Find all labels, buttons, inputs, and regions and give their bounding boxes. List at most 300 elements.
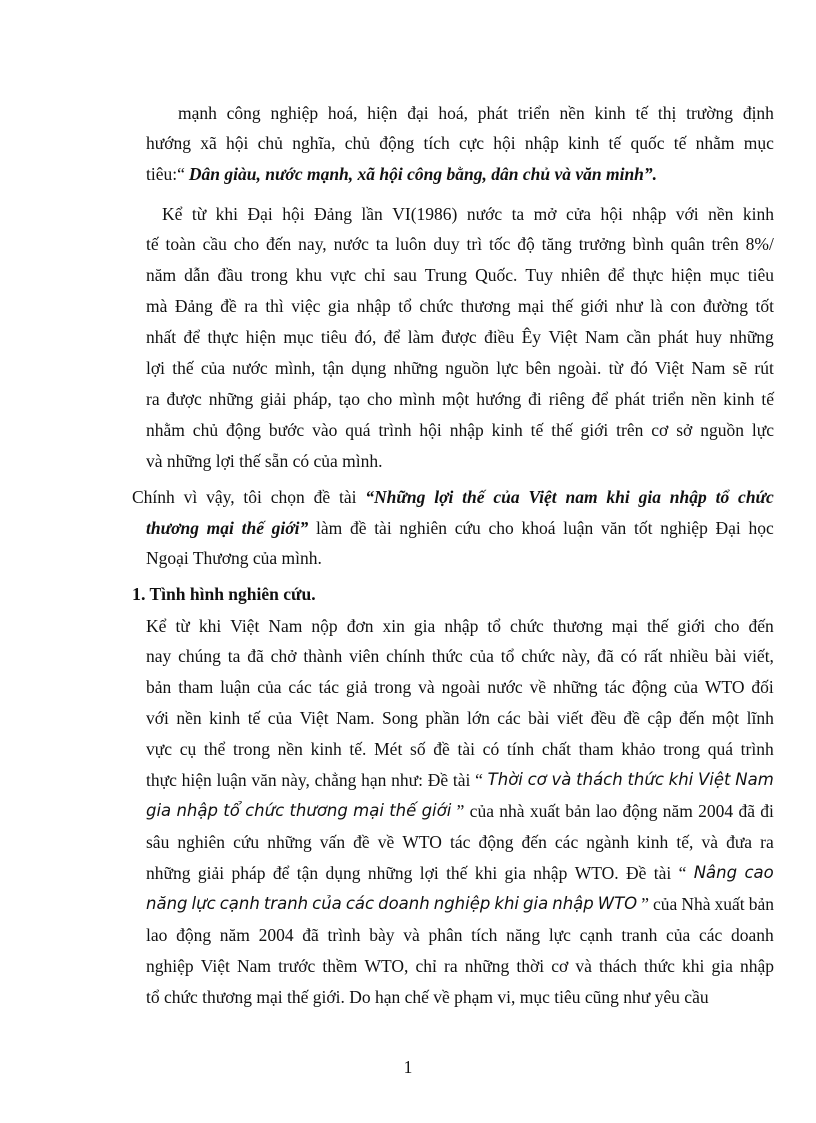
word: gia (523, 894, 549, 913)
word: đi (528, 389, 542, 409)
word: tiêu (320, 327, 348, 347)
word: doanh (731, 925, 774, 945)
word: tốt (634, 518, 653, 538)
word: những (146, 863, 191, 883)
word: cho (366, 389, 393, 409)
word: khi (198, 616, 222, 636)
word: mại (206, 518, 234, 538)
word: quốc (630, 133, 665, 153)
word: để (591, 389, 609, 409)
word: thực (632, 265, 664, 285)
word: nền (708, 204, 734, 224)
word: tốt (755, 296, 774, 316)
word: đã (738, 801, 755, 821)
word: ra (244, 296, 258, 316)
word: hội (226, 133, 249, 153)
text-run: tiêu:“ (146, 164, 185, 184)
word: giới (421, 801, 452, 820)
word: đề (313, 487, 331, 507)
word: chúng (178, 646, 221, 666)
word: trên (711, 234, 739, 254)
word: tác (318, 677, 340, 697)
word: hiện (245, 327, 276, 347)
word: thế (551, 296, 574, 316)
word: nền (691, 389, 717, 409)
word: đầu (217, 265, 243, 285)
word: đã (302, 925, 319, 945)
word: cạnh (219, 894, 260, 913)
word: Nam (691, 358, 726, 378)
word: hội (282, 204, 305, 224)
word: động (176, 925, 212, 945)
word: WTO, (364, 956, 409, 976)
word: hiện (181, 770, 212, 790)
word: luận (563, 518, 594, 538)
word: cầu (202, 234, 227, 254)
word: cập (647, 708, 672, 728)
word: tài (457, 739, 475, 759)
text-line (146, 547, 322, 569)
word: của (673, 677, 699, 697)
word: chủ (344, 133, 370, 153)
word: quân (670, 234, 705, 254)
word: phần (425, 708, 460, 728)
word: nam (565, 487, 598, 507)
word: gia (327, 296, 350, 316)
word: khoá (521, 518, 556, 538)
word: Việt (200, 956, 230, 976)
word: Việt (698, 770, 731, 789)
word: nước (333, 234, 369, 254)
word: vực (146, 739, 173, 759)
text-run: và những lợi thế sẵn có của mình. (146, 451, 383, 471)
word: hoá, (438, 103, 468, 123)
word: cửa (565, 204, 592, 224)
word: thực (207, 327, 239, 347)
word: cạnh (579, 925, 613, 945)
word: trên (616, 420, 644, 440)
word: khi (668, 770, 694, 789)
word: từ (191, 204, 207, 224)
word: thương (146, 518, 199, 538)
word: hướng (146, 133, 191, 153)
word: năm (662, 801, 693, 821)
word: năng (146, 894, 188, 913)
word: tế (673, 133, 687, 153)
word: tận (322, 358, 344, 378)
word: những (393, 358, 438, 378)
word: triển (517, 103, 550, 123)
word: được (441, 327, 477, 347)
word: WTO (704, 677, 745, 697)
text-line (162, 203, 774, 225)
word: bài (528, 708, 550, 728)
word: đến (748, 616, 774, 636)
word: hội (493, 133, 516, 153)
word: chức (521, 646, 555, 666)
word: vực (330, 265, 357, 285)
word: năng (506, 925, 541, 945)
word: nền (277, 739, 303, 759)
word: tham (578, 739, 614, 759)
word: đến (521, 832, 547, 852)
word: hướng (476, 389, 522, 409)
word: con (670, 296, 696, 316)
word: của (493, 487, 520, 507)
word: có (482, 739, 500, 759)
word: VI(1986) (392, 204, 458, 224)
section-heading (132, 583, 316, 605)
word: văn (251, 770, 277, 790)
word: trước (278, 956, 316, 976)
word: thị (657, 103, 677, 123)
word: nhập (533, 863, 568, 883)
word: chẳng (314, 770, 357, 790)
word: tích (471, 925, 498, 945)
word: quá (345, 420, 371, 440)
word: mở (533, 204, 557, 224)
word: điều (484, 327, 515, 347)
word: nhập (632, 204, 667, 224)
word: được (166, 389, 202, 409)
word: thế (462, 487, 485, 507)
word: như: (391, 770, 424, 790)
text-line (132, 486, 774, 508)
word: sở (676, 420, 693, 440)
page-number: 1 (403, 1057, 413, 1077)
text-line (146, 862, 774, 884)
word: động (631, 677, 667, 697)
word: những (267, 832, 312, 852)
word: độ (517, 234, 535, 254)
word: luận (220, 677, 251, 697)
word: nghĩa, (292, 133, 336, 153)
word: tiêu (747, 265, 774, 285)
word: tác (449, 832, 471, 852)
text-line (146, 233, 774, 255)
word: 8%/ (745, 234, 774, 254)
word: nộp (311, 616, 338, 636)
word: những (553, 677, 598, 697)
word: Quốc. (475, 265, 518, 285)
word: Thời (487, 770, 523, 789)
word: nhà (499, 801, 525, 821)
word: với (675, 204, 699, 224)
word: thách (576, 770, 623, 789)
word: Trung (424, 265, 468, 285)
word: nghiên (399, 518, 448, 538)
word: chọn (270, 487, 305, 507)
word: giới” (271, 518, 309, 538)
text-line (146, 419, 774, 441)
word: tài (653, 863, 672, 883)
word: nền (176, 708, 202, 728)
word: lực (751, 420, 774, 440)
word: triển (652, 389, 685, 409)
word: nhập (669, 487, 707, 507)
word: trì (466, 234, 483, 254)
word: của (312, 894, 342, 913)
word: Đảng (174, 296, 213, 316)
word: lực (548, 925, 571, 945)
word: nhằm (146, 420, 185, 440)
word: WTO (597, 894, 638, 913)
word: nghiên (177, 832, 226, 852)
word: WTO. (574, 863, 619, 883)
word: và (551, 770, 572, 789)
word: “Những (365, 487, 426, 507)
word: chất (541, 739, 571, 759)
word: Nam (584, 327, 619, 347)
word: pháp (231, 863, 266, 883)
word: cần (626, 327, 651, 347)
word: đề (433, 739, 450, 759)
word: trong (233, 739, 270, 759)
word: cho (488, 518, 514, 538)
word: một (442, 389, 470, 409)
word: thế (389, 801, 417, 820)
word: toàn (165, 234, 196, 254)
word: Nhà (681, 894, 711, 914)
word: tính (506, 739, 535, 759)
word: nguồn (700, 420, 744, 440)
word: Nâng (693, 863, 738, 882)
word: hội (419, 420, 442, 440)
text-line (146, 769, 774, 791)
word: doanh (378, 894, 430, 913)
word: thành (303, 646, 343, 666)
text-line (146, 707, 774, 729)
word: Nam (268, 616, 303, 636)
word: Kể (146, 616, 167, 636)
word: thức (644, 956, 675, 976)
word: 2004 (258, 925, 294, 945)
word: huy (695, 327, 722, 347)
word: các (497, 708, 521, 728)
word: tài (452, 770, 471, 790)
word: từ (175, 616, 190, 636)
text-line (178, 102, 774, 124)
word: văn (601, 518, 627, 538)
word: thì (265, 296, 284, 316)
word: tôi (243, 487, 262, 507)
word: Êy (521, 327, 542, 347)
word: chỉ (415, 956, 437, 976)
word: nghiệp (660, 518, 708, 538)
word: ta (375, 234, 389, 254)
word: trong (250, 265, 288, 285)
word: chức (245, 801, 285, 820)
word: bước (268, 420, 305, 440)
word: nhập (356, 296, 391, 316)
word: giải (260, 389, 287, 409)
word: 2004 (698, 801, 734, 821)
word: nước (466, 204, 503, 224)
word: nền (559, 103, 585, 123)
word: gia (146, 801, 172, 820)
word: hoá, (327, 103, 358, 123)
word: giới (580, 420, 609, 440)
word: sẽ (732, 358, 748, 378)
word: tham (178, 677, 214, 697)
word: đến (265, 234, 292, 254)
word: tế (146, 234, 159, 254)
word: vậy, (206, 487, 235, 507)
word: Việt (548, 327, 578, 347)
word: cứu (233, 832, 260, 852)
word: phân (428, 925, 463, 945)
word: một (711, 708, 740, 728)
word: xuất (529, 801, 560, 821)
word: dẫn (184, 265, 210, 285)
word: bản (146, 677, 172, 697)
word: cứu (454, 518, 481, 538)
word: động (225, 420, 261, 440)
word: đó, (354, 327, 377, 347)
word: nghiệp (433, 894, 491, 913)
word: đơn (346, 616, 374, 636)
word: đã (247, 646, 264, 666)
text-line (146, 450, 382, 472)
text-line (146, 517, 774, 539)
word: kinh (310, 739, 342, 759)
word: xin (382, 616, 405, 636)
word: các (288, 677, 312, 697)
word: lực (496, 358, 519, 378)
word: nhiên (561, 265, 600, 285)
text-line (146, 676, 774, 698)
word: khi (681, 956, 705, 976)
word: cho (233, 234, 260, 254)
word: thế (647, 616, 669, 636)
word: gia (413, 616, 436, 636)
word: rút (754, 358, 774, 378)
word: trình (740, 739, 774, 759)
word: chủ (192, 420, 219, 440)
word: nghiệp (146, 956, 194, 976)
word: lợi (434, 487, 454, 507)
word: kinh (637, 832, 669, 852)
word: nhập (552, 894, 594, 913)
word: bên (525, 358, 551, 378)
word: có (620, 646, 638, 666)
word: bản (565, 801, 591, 821)
word: những (208, 389, 254, 409)
word: dụng (325, 863, 361, 883)
word: luận (216, 770, 247, 790)
word: đề (220, 296, 237, 316)
word: “ (475, 770, 483, 790)
word: phát (615, 389, 646, 409)
word: mạnh (178, 103, 217, 123)
word: vào (312, 420, 338, 440)
word: đề (353, 832, 370, 852)
word: của (469, 646, 494, 666)
word: động (379, 133, 415, 153)
word: đề (349, 518, 367, 538)
word: thời (516, 956, 545, 976)
word: tế (635, 103, 649, 123)
word: số (410, 739, 426, 759)
word: để (183, 327, 201, 347)
word: lực (191, 894, 216, 913)
word: năm (219, 925, 250, 945)
word: của (469, 801, 494, 821)
text-line (146, 264, 774, 286)
word: chủ (257, 133, 283, 153)
word: các (554, 832, 579, 852)
word: thực (146, 770, 177, 790)
word: bày (369, 925, 395, 945)
word: tế (761, 389, 774, 409)
word: hiện (367, 103, 398, 123)
word: những (729, 327, 774, 347)
word: Đại (715, 518, 741, 538)
word: của (666, 925, 691, 945)
word: khi (606, 487, 630, 507)
word: tranh (621, 925, 658, 945)
word: viết (556, 708, 584, 728)
word: hạn (361, 770, 387, 790)
text-line (146, 163, 657, 185)
word: tốc (488, 234, 511, 254)
word: động (622, 801, 658, 821)
word: ” (456, 801, 465, 821)
word: giải (197, 863, 225, 883)
word: nay, (298, 234, 327, 254)
word: trình (327, 925, 361, 945)
word: chức (738, 487, 774, 507)
word: cực (458, 133, 485, 153)
word: công (226, 103, 261, 123)
word: gia (638, 487, 661, 507)
word: về (377, 832, 395, 852)
word: nhập (176, 801, 218, 820)
word: tận (296, 863, 319, 883)
word: nhập (444, 616, 479, 636)
word: mục (283, 327, 314, 347)
word: chức (510, 616, 544, 636)
word: tài (338, 487, 357, 507)
word: và (403, 925, 420, 945)
word: xã (200, 133, 217, 153)
word: Nam (735, 770, 774, 789)
word: động (478, 832, 514, 852)
word: tế, (676, 832, 694, 852)
word: với (146, 708, 169, 728)
word: giới (580, 296, 609, 316)
word: ta (511, 204, 525, 224)
word: lĩnh (746, 708, 774, 728)
word: chỉ (364, 265, 386, 285)
word: và (418, 677, 435, 697)
word: thế (551, 420, 573, 440)
word: thế (172, 358, 194, 378)
word: sau (393, 265, 417, 285)
word: gia (711, 956, 733, 976)
word: khi (494, 894, 519, 913)
text-line (146, 295, 774, 317)
text-line (146, 738, 774, 760)
word: Chính (132, 487, 175, 507)
word: xuất (714, 894, 745, 914)
word: luôn (395, 234, 427, 254)
word: viên (349, 646, 380, 666)
word: phát (658, 327, 689, 347)
word: của (267, 708, 293, 728)
word: mà (146, 296, 168, 316)
word: ngoài. (558, 358, 602, 378)
